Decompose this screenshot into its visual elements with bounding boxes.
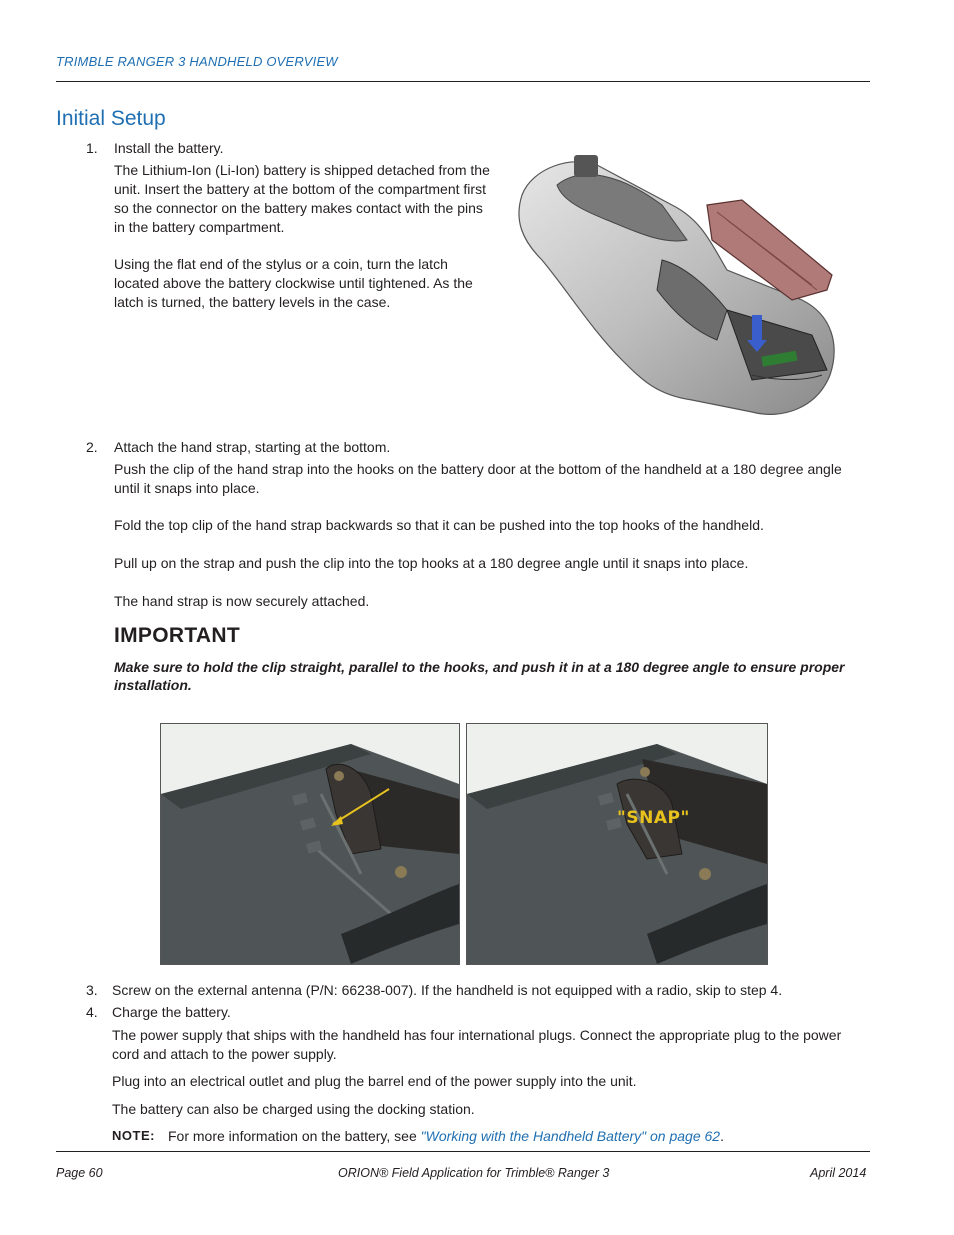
step-2-paragraph-2: Fold the top clip of the hand strap backwards so that it can be pushed into the top hooks of the handheld. [114,517,764,533]
section-title: Initial Setup [56,107,166,130]
running-header: TRIMBLE RANGER 3 HANDHELD OVERVIEW [56,54,338,69]
step-1-paragraph-1: The Lithium-Ion (Li-Ion) battery is shipped detached from the unit. Insert the battery at the bottom of the compartment first so the connector on the battery makes contact with the pins in the battery compartment. [114,162,490,235]
snap-label: "SNAP" [617,808,690,828]
battery-install-illustration [512,150,842,422]
step-2-title: Attach the hand strap, starting at the bottom. [114,439,391,455]
footer-rule [56,1151,870,1152]
step-4-title: Charge the battery. [112,1004,231,1020]
step-4-paragraph-1: The power supply that ships with the handheld has four international plugs. Connect the appropriate plug to the power cord and attach to the power supply. [112,1027,842,1062]
important-heading: IMPORTANT [114,624,240,647]
step-2-number: 2. [86,439,98,455]
step-4-paragraph-3: The battery can also be charged using the docking station. [112,1101,475,1117]
step-2-paragraph-4: The hand strap is now securely attached. [114,593,370,609]
step-4-number: 4. [86,1004,98,1020]
footer-date: April 2014 [810,1166,867,1180]
note-end: . [720,1128,724,1144]
step-3-number: 3. [86,982,98,998]
step-1-number: 1. [86,140,98,156]
header-rule [56,81,870,82]
footer-title: ORION® Field Application for Trimble® Ranger 3 [338,1166,610,1180]
step-2-paragraph-1: Push the clip of the hand strap into the hooks on the battery door at the bottom of the handheld at a 180 degree angle until it snaps into place. [114,461,842,496]
step-3-title: Screw on the external antenna (P/N: 66238-007). If the handheld is not equipped with a radio, skip to step 4. [112,982,783,998]
step-1-title: Install the battery. [114,140,224,156]
note-label: NOTE: [112,1128,155,1143]
note-text [168,1128,724,1144]
step-1-paragraph-2: Using the flat end of the stylus or a coin, turn the latch located above the battery clockwise until tightened. As the latch is turned, the battery levels in the case. [114,256,473,310]
strap-clip-photo-right [466,723,768,965]
battery-page-link[interactable]: "Working with the Handheld Battery" on page 62 [420,1128,721,1144]
step-4-paragraph-2: Plug into an electrical outlet and plug the barrel end of the power supply into the unit. [112,1073,637,1089]
step-2-paragraph-3: Pull up on the strap and push the clip into the top hooks at a 180 degree angle until it snaps into place. [114,555,749,571]
note-body: For more information on the battery, see [168,1128,417,1144]
strap-clip-photo-left [160,723,460,965]
important-text: Make sure to hold the clip straight, parallel to the hooks, and push it in at a 180 degree angle to ensure proper installation. [114,659,845,693]
footer-page-number: Page 60 [56,1166,103,1180]
